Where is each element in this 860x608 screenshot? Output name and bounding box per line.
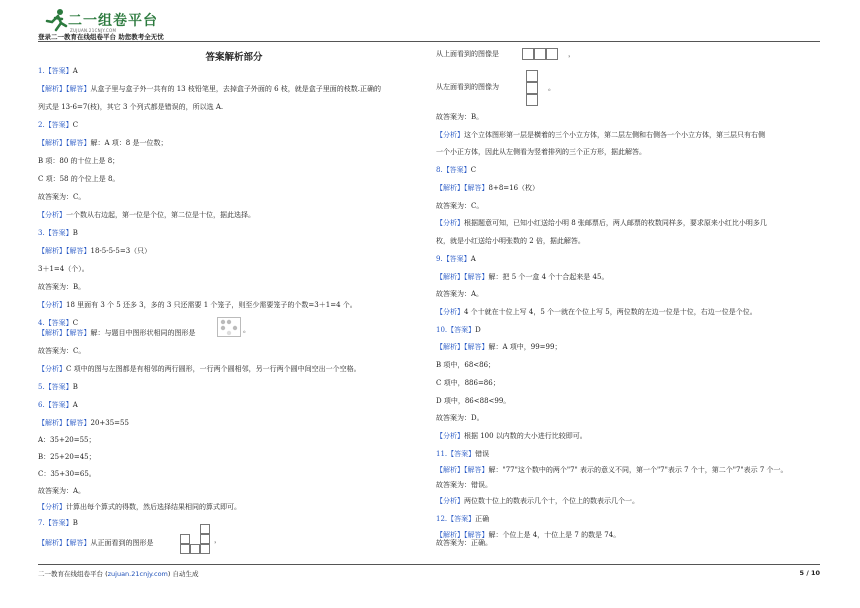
line-txt: 错误 — [475, 450, 490, 458]
line-txt: C — [72, 319, 79, 327]
text-line — [436, 432, 587, 441]
line-tag: 【答案】 — [44, 319, 73, 327]
line-txt: 故答案为：A。 — [436, 290, 484, 298]
line-txt: A — [72, 401, 78, 409]
text-line — [38, 436, 96, 445]
line-txt: C 项：58 的个位上是 8。 — [38, 175, 120, 183]
line-txt: C 项中，886=86； — [436, 379, 500, 387]
line-tag: 【解析】【解答】 — [38, 539, 91, 547]
text-line — [38, 519, 78, 528]
line-tag: 【分析】 — [38, 365, 66, 373]
runner-logo-icon — [44, 8, 70, 34]
line-txt: A — [470, 255, 476, 263]
line-tag: 【分析】 — [38, 211, 66, 219]
text-line — [38, 329, 196, 338]
line-tag: 【解析】【解答】 — [436, 531, 489, 539]
text-line — [38, 193, 85, 202]
text-line — [436, 50, 499, 59]
line-txt: 故答案为：C。 — [38, 193, 86, 201]
right-column — [436, 46, 828, 556]
line-tag: 【解析】【解答】 — [436, 343, 489, 351]
site-logo[interactable] — [44, 8, 244, 34]
text-line — [38, 157, 119, 166]
text-line — [436, 166, 476, 175]
footer-text-a: 二一教育在线组卷平台 ( — [38, 570, 108, 578]
text-line — [38, 539, 154, 548]
text-line — [38, 470, 96, 479]
text-line — [436, 255, 476, 264]
text-line — [38, 319, 78, 328]
line-tag: 【答案】 — [44, 383, 73, 391]
line-txt: 故答案为：C。 — [436, 202, 484, 210]
top-view-tail: ， — [568, 50, 575, 58]
line-tag: 【答案】 — [44, 229, 73, 237]
line-txt: 解：A 项：8 是一位数； — [90, 139, 168, 147]
text-line — [436, 361, 495, 370]
text-line — [436, 326, 481, 335]
left-column — [38, 67, 430, 557]
text-line — [38, 265, 89, 274]
q4-figure-tail: 。 — [243, 326, 250, 334]
line-tag: 【分析】 — [436, 308, 464, 316]
text-line — [436, 148, 646, 157]
text-line — [38, 365, 361, 374]
line-txt: 8+8=16（枚） — [488, 184, 540, 192]
line-txt: 计算出每个算式的得数，然后选择结果相同的算式即可。 — [66, 503, 241, 511]
text-line — [38, 247, 151, 256]
line-txt: 故答案为：A。 — [38, 487, 86, 495]
text-line — [436, 219, 767, 228]
line-txt: 18 里面有 3 个 5 还多 3，多的 3 只还需要 1 个笼子，则至少需要笼子的个数=3＋1=4 个。 — [66, 301, 357, 309]
line-tag: 【解析】【解答】 — [38, 247, 91, 255]
line-tag: 【解析】【解答】 — [38, 139, 91, 147]
line-txt: 3＋1=4（个）。 — [38, 265, 89, 273]
dots-pattern-icon — [217, 317, 241, 337]
line-num: 11. — [436, 450, 448, 458]
text-line — [436, 515, 489, 524]
line-num: 8. — [436, 166, 443, 174]
text-line — [38, 401, 78, 410]
footer-divider — [38, 564, 820, 565]
text-line — [436, 113, 483, 122]
line-txt: B — [72, 383, 78, 391]
footer-source — [38, 569, 198, 578]
logo-text: 二一组卷平台 — [68, 13, 158, 29]
line-tag: 【答案】 — [44, 401, 73, 409]
text-line — [436, 539, 492, 548]
line-tag: 【解析】【解答】 — [436, 273, 489, 281]
line-txt: 一个数从右边起，第一位是个位，第二位是十位，据此选择。 — [66, 211, 255, 219]
line-txt: 枚，就是小红送给小明张数的 2 倍，据此解答。 — [436, 237, 585, 245]
line-tag: 【分析】 — [436, 131, 464, 139]
q7-figure-tail: ， — [214, 536, 221, 544]
line-tag: 【答案】 — [442, 255, 471, 263]
line-num: 4. — [38, 319, 45, 327]
line-num: 5. — [38, 383, 45, 391]
line-txt: 从盒子里与盒子外一共有的 13 枝铅笔里，去掉盒子外面的 6 枝，就是盒子里面的枝数.正确的 — [90, 85, 381, 93]
line-tag: 【答案】 — [442, 166, 471, 174]
line-txt: 列式是 13-6=7(枝)，其它 3 个列式都是错误的，所以选 A. — [38, 103, 224, 111]
line-tag: 【答案】 — [44, 67, 73, 75]
line-txt: 故答案为：D。 — [436, 414, 484, 422]
text-line — [436, 466, 788, 475]
text-line — [38, 283, 85, 292]
line-txt: 故答案为：B。 — [436, 113, 484, 121]
text-line — [436, 290, 483, 299]
line-tag: 【分析】 — [436, 497, 464, 505]
line-tag: 【解析】【解答】 — [38, 85, 91, 93]
line-txt: C — [470, 166, 477, 174]
line-txt: 解：个位上是 4，十位上是 7 的数是 74。 — [488, 531, 621, 539]
text-line — [38, 85, 381, 94]
line-txt: D 项中，86<88<99。 — [436, 397, 511, 405]
line-txt: 这个立体图形第一层是横着的三个小立方体，第二层左侧和右侧各一个小立方体，第三层只有右侧 — [464, 131, 765, 139]
text-line — [38, 229, 78, 238]
line-txt: 解：把 5 个一盒 4 个十合起来是 45。 — [488, 273, 609, 281]
left-view-tail: 。 — [548, 84, 555, 92]
line-num: 2. — [38, 121, 45, 129]
line-num: 9. — [436, 255, 443, 263]
line-txt: 从左面看到的图像为 — [436, 83, 499, 91]
line-txt: 故答案为：B。 — [38, 283, 86, 291]
line-txt: 从上面看到的图像是 — [436, 50, 499, 58]
text-line — [38, 453, 96, 462]
top-view-figure — [522, 48, 558, 60]
line-tag: 【解析】【解答】 — [38, 419, 91, 427]
line-num: 1. — [38, 67, 45, 75]
line-txt: 两位数十位上的数表示几个十，个位上的数表示几个一。 — [464, 497, 639, 505]
text-line — [436, 481, 492, 490]
page-number: 5 / 10 — [799, 569, 820, 577]
line-tag: 【答案】 — [44, 519, 73, 527]
line-txt: A — [72, 67, 78, 75]
text-line — [38, 67, 78, 76]
line-txt: 18-5-5-5=3（只） — [90, 247, 152, 255]
line-num: 6. — [38, 401, 45, 409]
text-line — [436, 202, 483, 211]
line-txt: C：35+30=65。 — [38, 470, 96, 478]
text-line — [38, 139, 167, 148]
text-line — [436, 414, 484, 423]
line-txt: 正确 — [475, 515, 490, 523]
text-line — [38, 383, 78, 392]
text-line — [38, 103, 223, 112]
text-line — [436, 343, 561, 352]
line-num: 12. — [436, 515, 448, 523]
text-line — [38, 175, 119, 184]
line-tag: 【答案】 — [447, 515, 476, 523]
text-line — [436, 450, 489, 459]
q7-front-view-figure — [180, 524, 210, 554]
text-line — [436, 184, 539, 193]
text-line — [38, 419, 129, 428]
page-title: 答案解析部分 — [205, 52, 263, 63]
text-line — [38, 211, 255, 220]
line-txt: 解：A 项中，99=99； — [488, 343, 562, 351]
line-txt: B — [72, 519, 78, 527]
line-txt: 20+35=55 — [90, 419, 129, 427]
line-txt: B：25+20=45； — [38, 453, 96, 461]
q4-answer-figure — [217, 317, 241, 337]
line-txt: 故答案为：错误。 — [436, 481, 492, 489]
line-tag: 【解析】【解答】 — [436, 184, 489, 192]
header-slogan: 登录二一教育在线组卷平台 助您教考全无忧 — [38, 33, 164, 41]
text-line — [38, 121, 78, 130]
left-view-figure — [526, 70, 538, 106]
text-line — [436, 131, 765, 140]
line-tag: 【分析】 — [38, 301, 66, 309]
text-line — [38, 503, 241, 512]
line-tag: 【分析】 — [436, 219, 464, 227]
text-line — [38, 347, 85, 356]
line-txt: 故答案为：C。 — [38, 347, 86, 355]
line-txt: 一个小正方体，因此从左侧看为竖着排列的三个正方形，据此解答。 — [436, 148, 646, 156]
text-line — [38, 301, 357, 310]
line-num: 10. — [436, 326, 448, 334]
line-tag: 【解析】【解答】 — [38, 329, 91, 337]
header-divider — [38, 41, 820, 42]
text-line — [38, 487, 85, 496]
text-line — [436, 273, 608, 282]
line-tag: 【答案】 — [44, 121, 73, 129]
text-line — [436, 397, 510, 406]
line-txt: 从正面看到的图形是 — [90, 539, 154, 547]
line-txt: 根据题意可知，已知小红送给小明 8 张邮票后，两人邮票的枚数同样多，要求原来小红比小明多几 — [464, 219, 767, 227]
line-num: 7. — [38, 519, 45, 527]
line-txt: B 项：80 的十位上是 8； — [38, 157, 120, 165]
line-txt: B — [72, 229, 78, 237]
line-tag: 【答案】 — [447, 450, 476, 458]
line-txt: 解："77"这个数中的两个"7" 表示的意义不同，第一个"7"表示 7 个十，第二个"7"表示 7 个一。 — [488, 466, 788, 474]
line-tag: 【解析】【解答】 — [436, 466, 489, 474]
line-num: 3. — [38, 229, 45, 237]
text-line — [436, 497, 639, 506]
line-txt: 4 个十就在十位上写 4，5 个一就在个位上写 5，两位数的左边一位是十位，右边一位是个位。 — [464, 308, 757, 316]
line-txt: D — [475, 326, 481, 334]
line-txt: 故答案为：正确。 — [436, 539, 492, 547]
line-txt: C — [72, 121, 79, 129]
line-txt: 解：与题目中图形状相同的图形是 — [90, 329, 196, 337]
logo-subtext: ZUJUAN.21CNJY.COM — [70, 28, 117, 33]
line-tag: 【答案】 — [447, 326, 476, 334]
line-txt: C 项中的图与左图都是有相邻的两行圆形，一行两个圆相邻，另一行两个圆中间空出一个空格。 — [66, 365, 361, 373]
line-tag: 【分析】 — [436, 432, 464, 440]
footer-text-b: ) 自动生成 — [167, 570, 199, 578]
text-line — [436, 308, 757, 317]
line-txt: B 项中，68<86； — [436, 361, 496, 369]
line-txt: A：35+20=55； — [38, 436, 96, 444]
line-tag: 【分析】 — [38, 503, 66, 511]
text-line — [436, 83, 499, 92]
line-txt: 根据 100 以内数的大小进行比较即可。 — [464, 432, 587, 440]
text-line — [436, 379, 500, 388]
text-line — [436, 237, 585, 246]
footer-link[interactable]: zujuan.21cnjy.com — [107, 570, 168, 578]
